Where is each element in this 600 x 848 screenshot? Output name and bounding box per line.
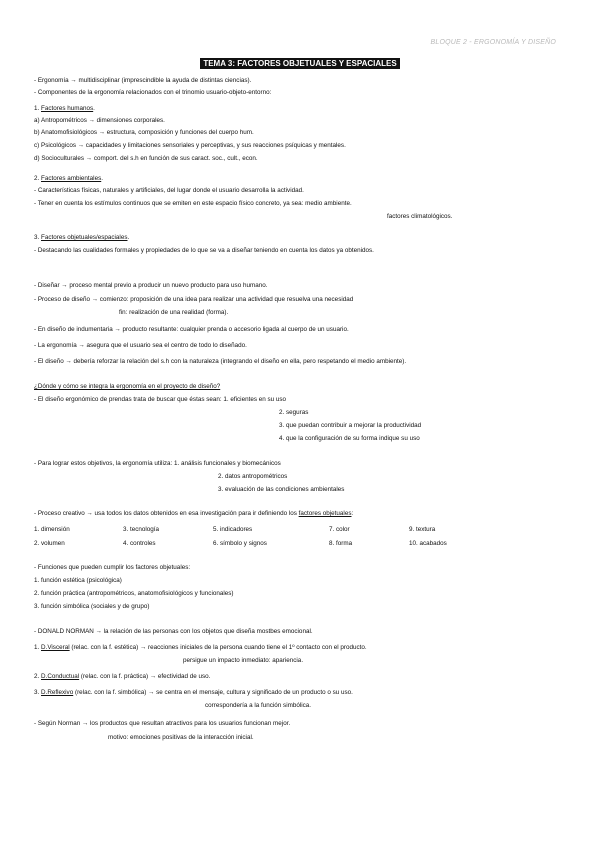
functions-line-4: 3. función simbólica (sociales y de grupo) bbox=[34, 603, 150, 610]
design-line-2: - Proceso de diseño → comienzo: proposición de una idea para realizar una actividad que resuelva una necesidad bbox=[34, 296, 354, 303]
where-line-1: - El diseño ergonómico de prendas trata de buscar que éstas sean: 1. eficientes en su uso bbox=[34, 396, 287, 403]
page-title bbox=[0, 53, 600, 71]
section-2-line-3: factores climatológicos. bbox=[387, 213, 453, 220]
section-2-line-2: - Tener en cuenta los estímulos continuos que se emiten en este espacio físico concreto, ya sea: medio ambiente. bbox=[34, 200, 352, 207]
page-title-text: TEMA 3: FACTORES OBJETUALES Y ESPACIALES bbox=[200, 58, 399, 69]
creative-item-6: 6. símbolo y signos bbox=[213, 540, 267, 547]
creative-item-2: 2. volumen bbox=[34, 540, 65, 547]
functions-line-3: 2. función práctica (antropométricos, anatomofisiológicos y funcionales) bbox=[34, 590, 234, 597]
creative-item-3: 3. tecnología bbox=[123, 526, 160, 533]
design-line-3: fin: realización de una realidad (forma). bbox=[119, 309, 229, 316]
norman-reflexivo-line-2: correspondería a la función simbólica. bbox=[205, 702, 312, 709]
creative-item-9: 9. textura bbox=[409, 526, 436, 533]
header-bloque: BLOQUE 2 - ERGONOMÍA Y DISEÑO bbox=[430, 39, 556, 46]
achieve-line-1: - Para lograr estos objetivos, la ergonomía utiliza: 1. análisis funcionales y biomecánicos bbox=[34, 460, 281, 467]
design-line-6: - El diseño → debería reforzar la relación del s.h con la naturaleza (integrando el diseño en ella, pero respetando el medio ambiente). bbox=[34, 358, 407, 365]
where-line-4: 4. que la configuración de su forma indique su uso bbox=[279, 435, 420, 442]
section-1-item-c: c) Psicológicos → capacidades y limitaciones sensoriales y perceptivas, y sus reacciones psíquicas y mentales. bbox=[34, 142, 346, 149]
creative-line: - Proceso creativo → usa todos los datos obtenidos en esa investigación para ir definiendo los factores objetuales: bbox=[34, 510, 354, 517]
creative-item-1: 1. dimensión bbox=[34, 526, 70, 533]
section-2-heading: 2. Factores ambientales. bbox=[34, 175, 103, 182]
norman-line-1: - DONALD NORMAN → la relación de las personas con los objetos que diseña mostbes emocional. bbox=[34, 628, 313, 635]
norman-segun-line-2: motivo: emociones positivas de la interacción inicial. bbox=[108, 734, 254, 741]
norman-segun-line-1: - Según Norman → los productos que resultan atractivos para los usuarios funcionan mejor. bbox=[34, 720, 291, 727]
norman-visceral-line-2: persigue un impacto inmediato: apariencia. bbox=[183, 657, 304, 664]
section-3-heading: 3. Factores objetuales/espaciales. bbox=[34, 234, 130, 241]
where-line-2: 2. seguras bbox=[279, 409, 309, 416]
functions-line-2: 1. función estética (psicológica) bbox=[34, 577, 122, 584]
section-3-line-1: - Destacando las cualidades formales y propiedades de lo que se va a diseñar teniendo en cuenta los datos ya obtenidos. bbox=[34, 247, 374, 254]
design-line-5: - La ergonomía → asegura que el usuario sea el centro de todo lo diseñado. bbox=[34, 342, 247, 349]
norman-reflexivo: 3. D.Reflexivo (relac. con la f. simbólica) → se centra en el mensaje, cultura y significado de un producto o su uso. bbox=[34, 689, 353, 696]
where-line-3: 3. que puedan contribuir a mejorar la productividad bbox=[279, 422, 422, 429]
norman-visceral: 1. D.Visceral (relac. con la f. estética) → reacciones iniciales de la persona cuando tiene el 1º contacto con el producto. bbox=[34, 644, 367, 651]
section-1-item-b: b) Anatomofisiológicos → estructura, composición y funciones del cuerpo hum. bbox=[34, 129, 254, 136]
where-question: ¿Dónde y cómo se integra la ergonomía en el proyecto de diseño? bbox=[34, 383, 221, 390]
section-1-item-a: a) Antropométricos → dimensiones corporales. bbox=[34, 117, 165, 124]
norman-conductual: 2. D.Conductual (relac. con la f. práctica) → efectividad de uso. bbox=[34, 673, 211, 680]
section-1-item-d: d) Socioculturales → comport. del s.h en función de sus caract. soc., cult., econ. bbox=[34, 155, 258, 162]
creative-item-5: 5. indicadores bbox=[213, 526, 253, 533]
intro-line-1: - Ergonomía → multidisciplinar (imprescindible la ayuda de distintas ciencias). bbox=[34, 77, 252, 84]
functions-line-1: - Funciones que pueden cumplir los factores objetuales: bbox=[34, 564, 191, 571]
section-1-heading: 1. Factores humanos. bbox=[34, 105, 95, 112]
creative-item-4: 4. controles bbox=[123, 540, 156, 547]
achieve-line-2: 2. datos antropométricos bbox=[218, 473, 288, 480]
creative-item-8: 8. forma bbox=[329, 540, 353, 547]
intro-line-2: - Componentes de la ergonomía relacionados con el trinomio usuario-objeto-entorno: bbox=[34, 89, 272, 96]
creative-item-7: 7. color bbox=[329, 526, 350, 533]
design-line-4: - En diseño de indumentaria → producto resultante: cualquier prenda o accesorio ligada al cuerpo de un usuario. bbox=[34, 326, 349, 333]
design-line-1: - Diseñar → proceso mental previo a producir un nuevo producto para uso humano. bbox=[34, 282, 268, 289]
achieve-line-3: 3. evaluación de las condiciones ambientales bbox=[218, 486, 345, 493]
section-2-line-1: - Características físicas, naturales y artificiales, del lugar donde el usuario desarrolla la actividad. bbox=[34, 187, 304, 194]
creative-item-10: 10. acabados bbox=[409, 540, 447, 547]
